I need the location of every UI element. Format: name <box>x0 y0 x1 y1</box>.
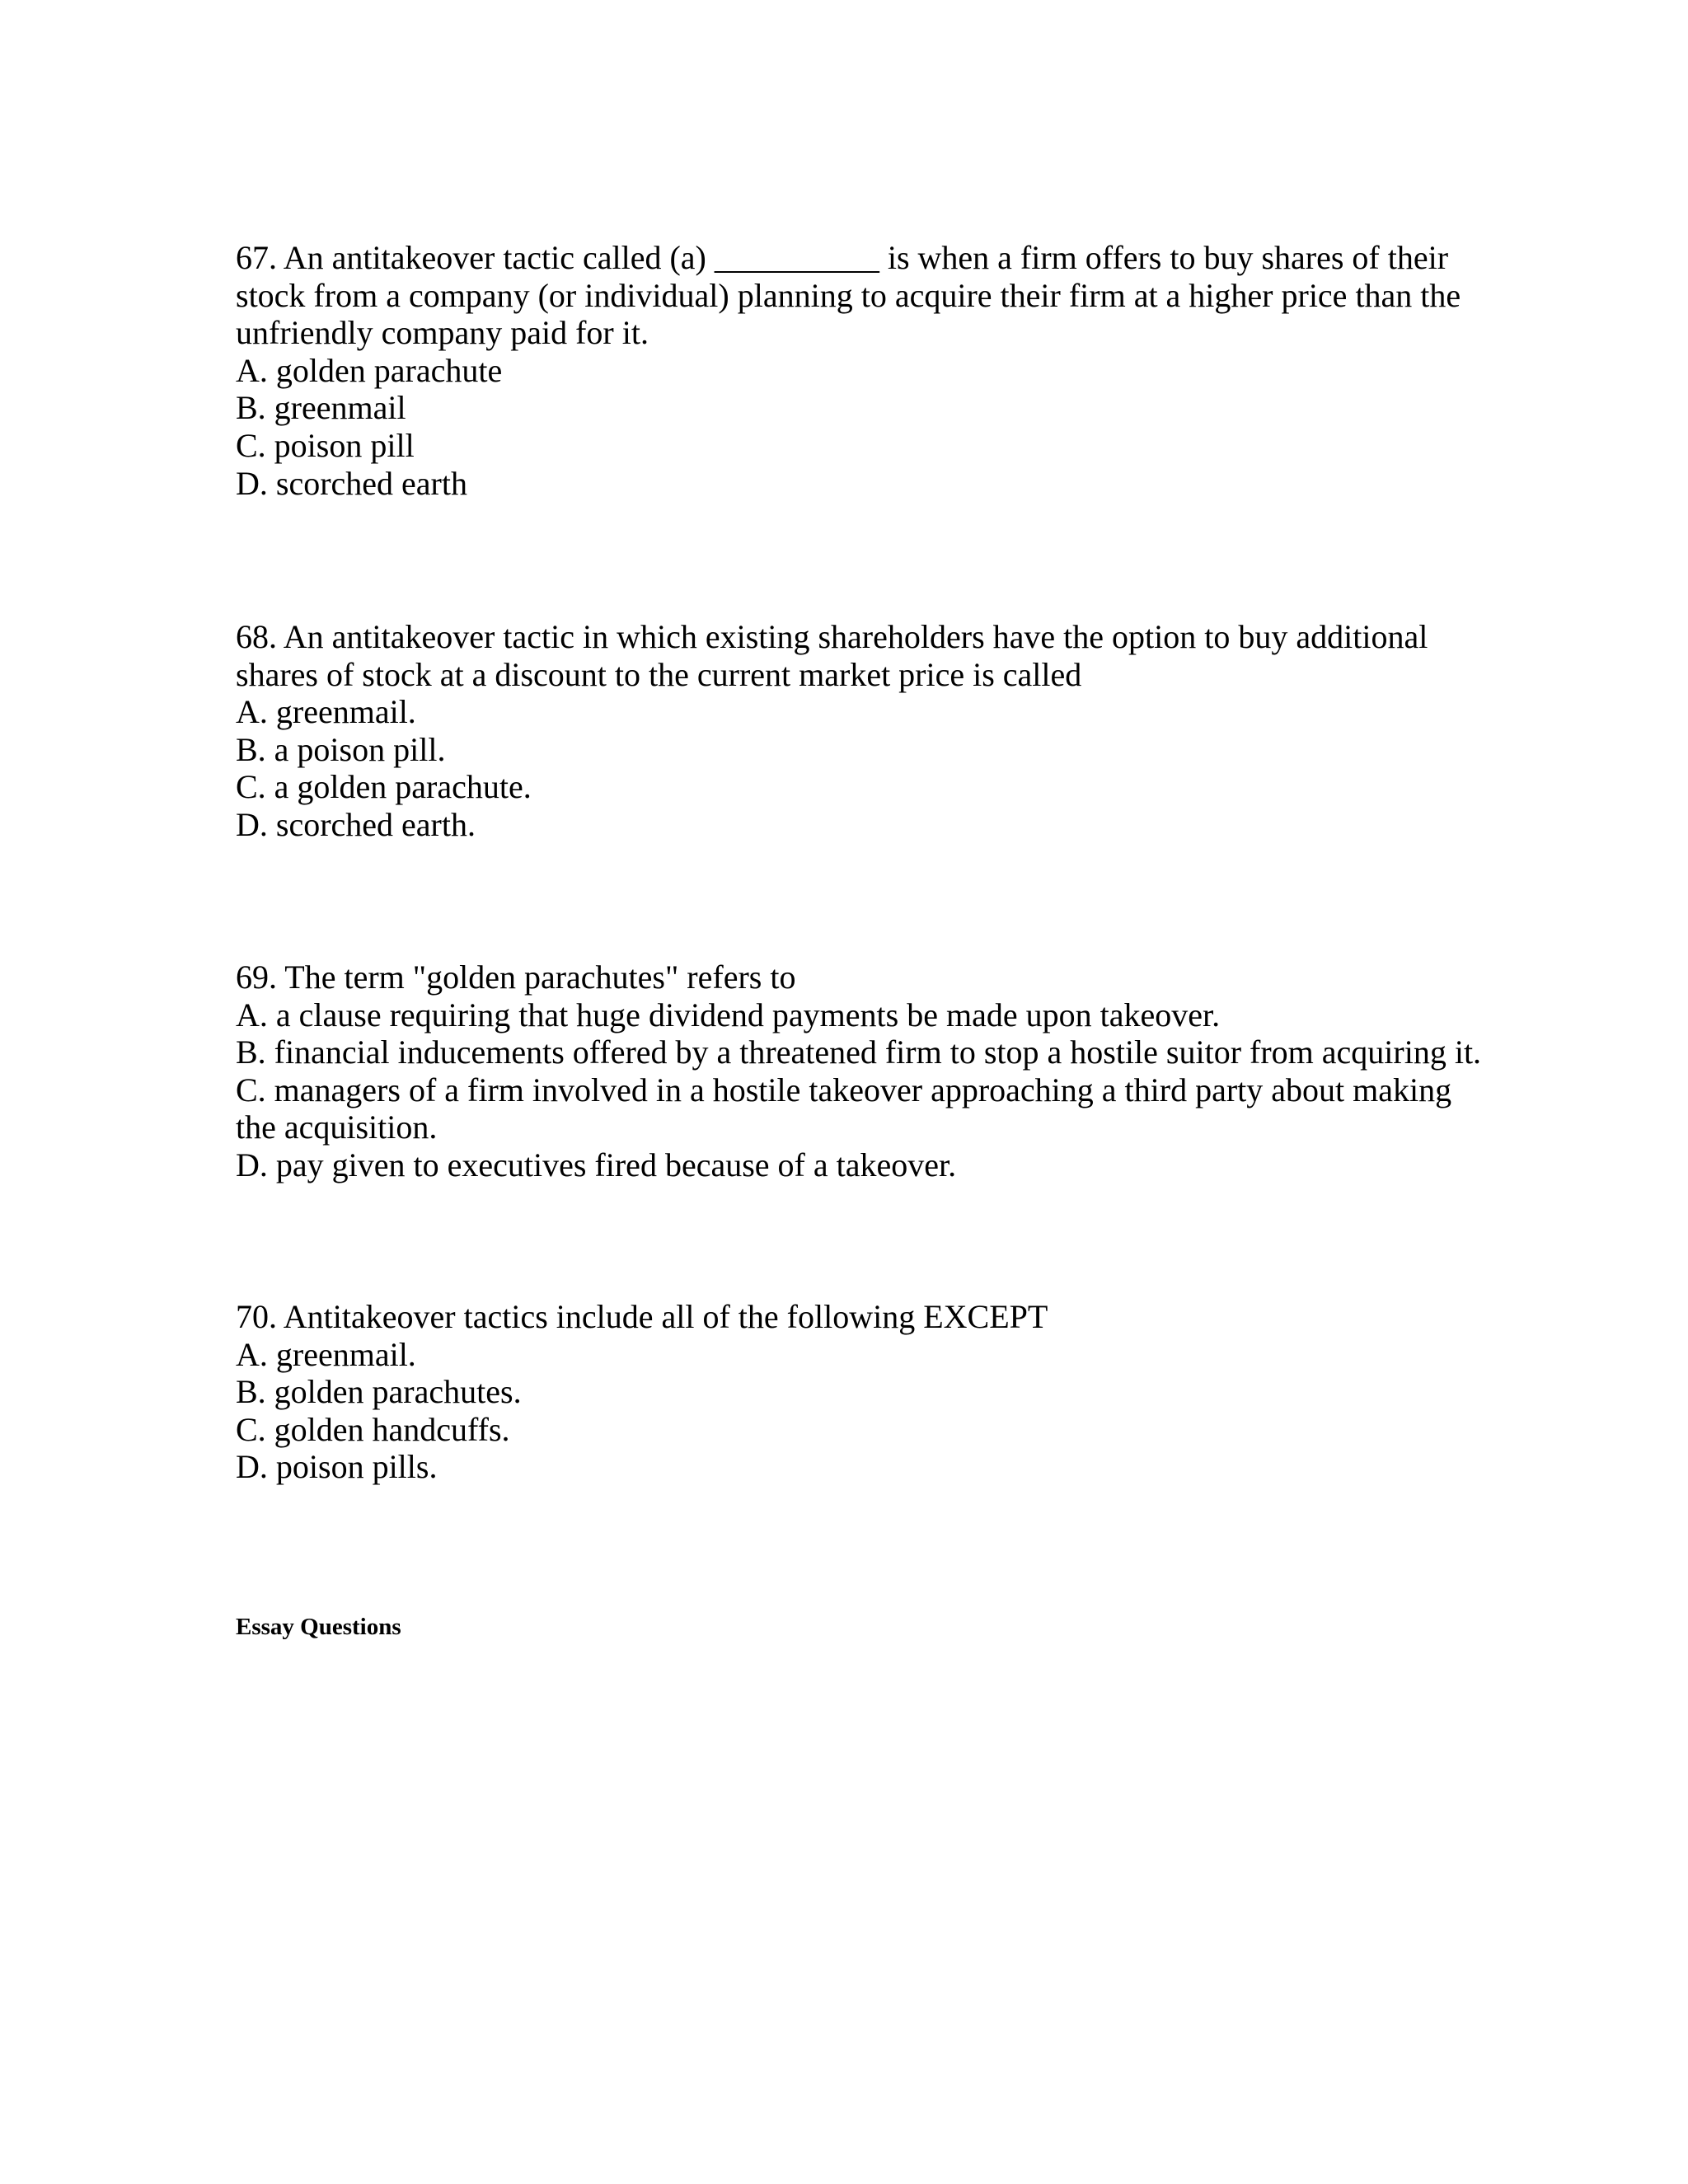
question-stem-line: shares of stock at a discount to the current market price is called <box>236 655 1082 693</box>
question-stem <box>236 618 1489 693</box>
answer-option-a: A. a clause requiring that huge dividend payments be made upon takeover. <box>236 996 1221 1033</box>
answer-option-c: C. golden handcuffs. <box>236 1410 510 1448</box>
question-68 <box>236 618 1489 844</box>
question-stem-line: 69. The term "golden parachutes" refers to <box>236 958 796 996</box>
question-stem-line: unfriendly company paid for it. <box>236 314 649 352</box>
answer-option-a: A. greenmail. <box>236 1335 416 1373</box>
answer-option-d: D. scorched earth <box>236 464 467 502</box>
answer-option-c: C. poison pill <box>236 426 415 464</box>
answer-option-b: B. a poison pill. <box>236 730 446 768</box>
answer-option-d: D. pay given to executives fired because of a takeover. <box>236 1146 957 1183</box>
answer-option-c: C. managers of a firm involved in a hostile takeover approaching a third party about making <box>236 1071 1452 1108</box>
question-stem-line: 68. An antitakeover tactic in which existing shareholders have the option to buy additional <box>236 618 1428 655</box>
answer-option-b: B. greenmail <box>236 389 406 427</box>
answer-option-a: A. greenmail. <box>236 693 416 731</box>
question-stem-line: 67. An antitakeover tactic called (a) __________ is when a firm offers to buy shares of their <box>236 239 1449 276</box>
answer-option-c-continued: the acquisition. <box>236 1108 438 1146</box>
answer-option-b: B. golden parachutes. <box>236 1373 522 1411</box>
question-stem <box>236 958 1489 996</box>
question-stem <box>236 1298 1489 1336</box>
answer-option-b: B. financial inducements offered by a threatened firm to stop a hostile suitor from acquiring it. <box>236 1033 1482 1071</box>
answer-option-d: D. scorched earth. <box>236 805 476 843</box>
answer-option-d: D. poison pills. <box>236 1448 438 1486</box>
question-70 <box>236 1298 1489 1486</box>
answer-option-c: C. a golden parachute. <box>236 768 532 806</box>
answer-option-a: A. golden parachute <box>236 351 503 389</box>
question-stem-line: stock from a company (or individual) planning to acquire their firm at a higher price than the <box>236 276 1461 314</box>
question-69 <box>236 958 1489 1184</box>
section-heading-essay-questions: Essay Questions <box>236 1614 401 1640</box>
question-stem-line: 70. Antitakeover tactics include all of the following EXCEPT <box>236 1298 1048 1335</box>
question-stem <box>236 239 1489 352</box>
question-67 <box>236 239 1489 502</box>
